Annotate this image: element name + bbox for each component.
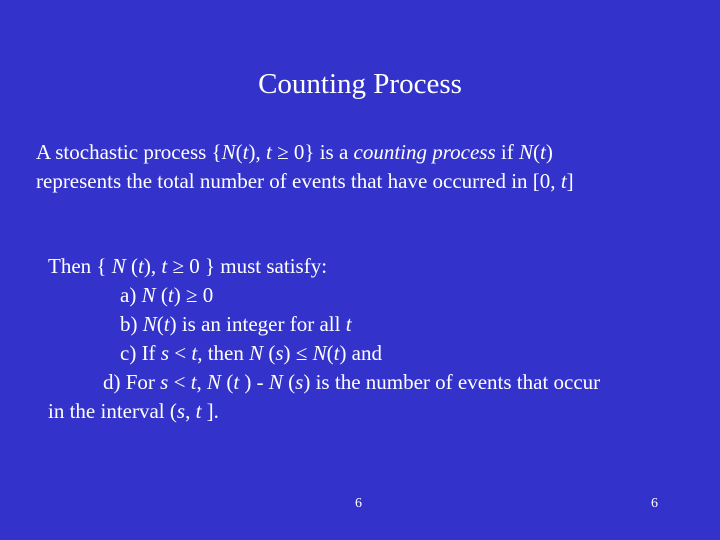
condition-d: d) For s < t, N (t ) - N (s) is the number of events that occur	[103, 370, 601, 394]
condition-a: a) N (t) ≥ 0	[120, 283, 214, 307]
slide-title: Counting Process	[258, 68, 462, 100]
page-number-right: 6	[651, 496, 658, 511]
conditions-intro: Then { N (t), t ≥ 0 } must satisfy:	[48, 254, 328, 278]
definition-paragraph	[36, 138, 574, 196]
definition-line-2: represents the total number of events that have occurred in [0, t]	[36, 169, 574, 193]
page-number-left: 6	[355, 496, 362, 511]
condition-b: b) N(t) is an integer for all t	[120, 312, 352, 336]
condition-c: c) If s < t, then N (s) ≤ N(t) and	[120, 341, 383, 365]
conditions-block	[48, 252, 600, 426]
definition-line-1: A stochastic process {N(t), t ≥ 0} is a counting process if N(t)	[36, 140, 553, 164]
condition-d-continued: in the interval (s, t ].	[48, 399, 219, 423]
